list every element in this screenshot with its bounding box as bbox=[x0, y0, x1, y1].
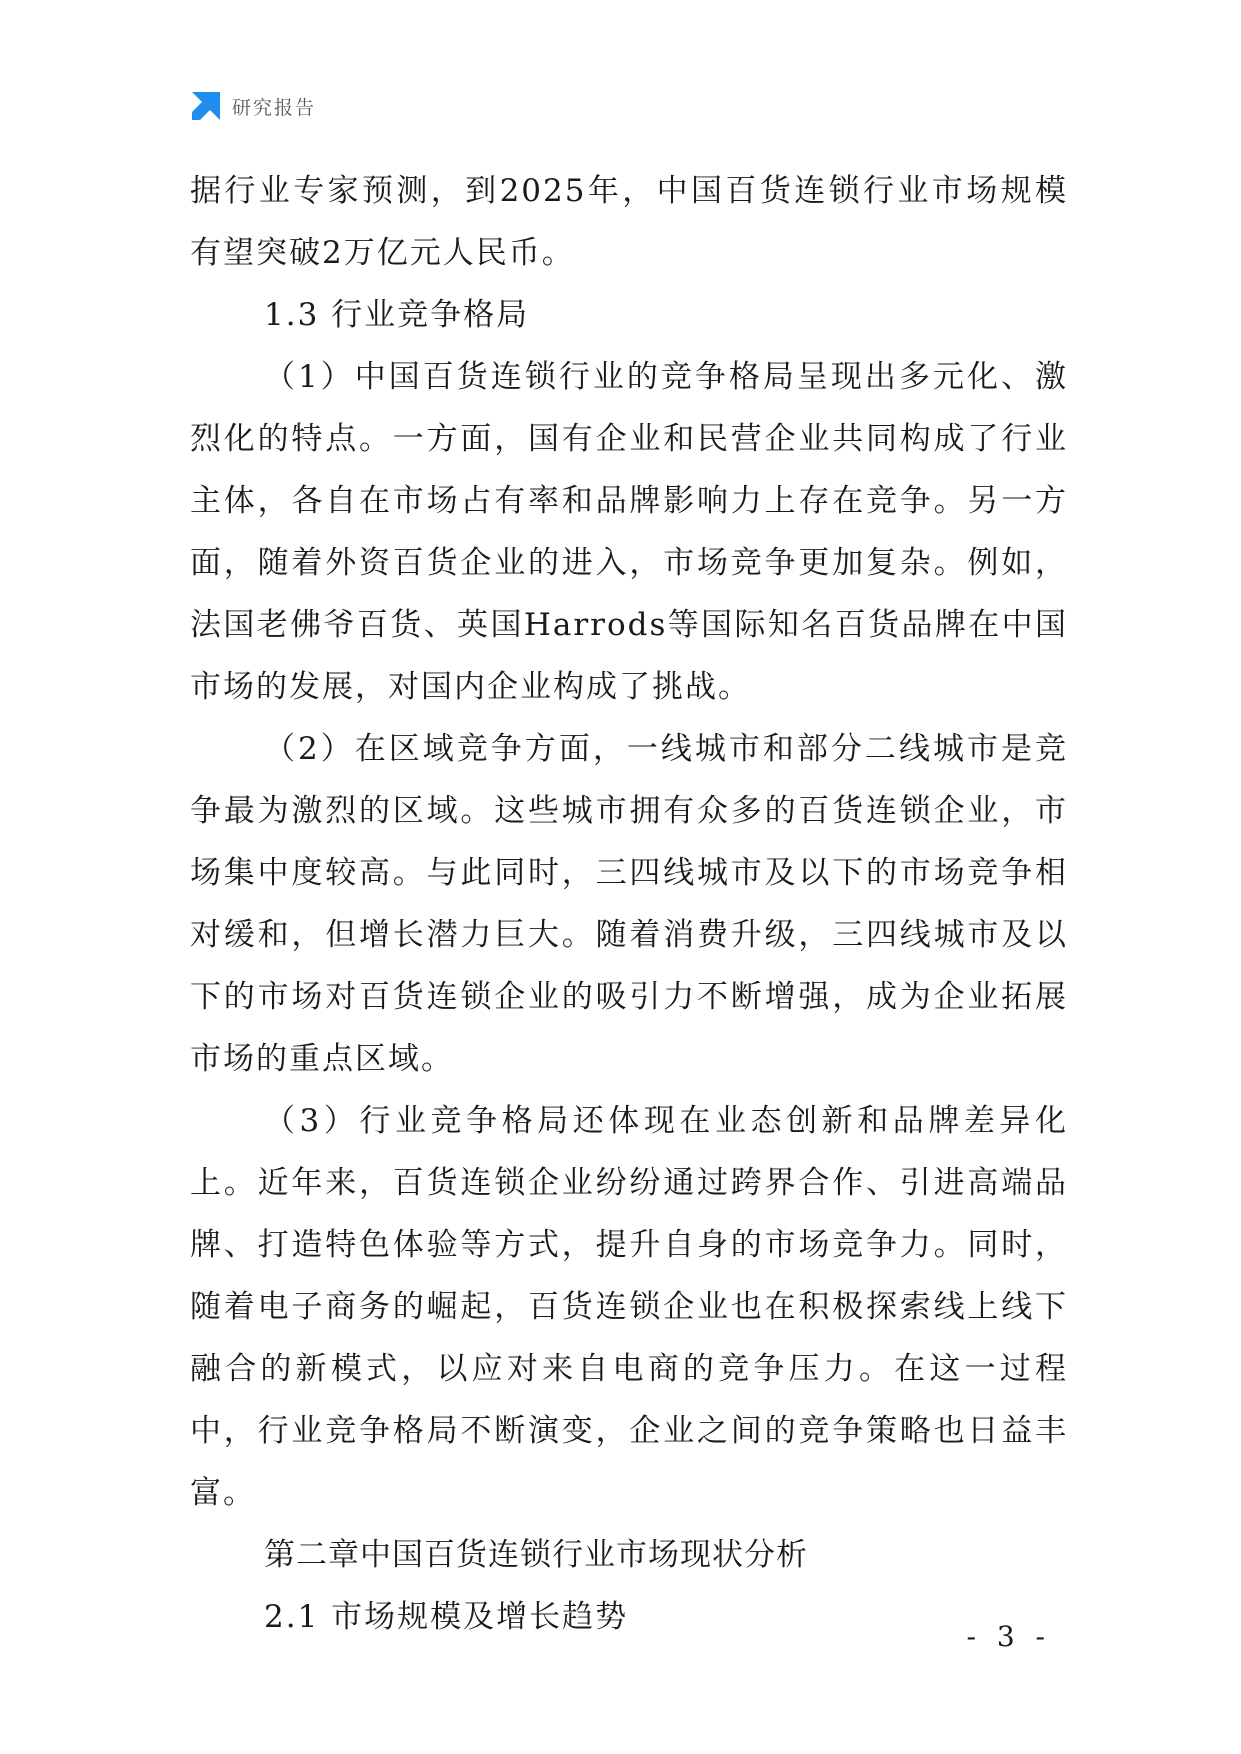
header-title: 研究报告 bbox=[232, 96, 317, 119]
document-body bbox=[190, 160, 1068, 1648]
intro-paragraph: 据行业专家预测，到2025年，中国百货连锁行业市场规模有望突破2万亿元人民币。 bbox=[190, 173, 1068, 271]
paragraph-1: （1）中国百货连锁行业的竞争格局呈现出多元化、激烈化的特点。一方面，国有企业和民营企业共同构成了行业主体，各自在市场占有率和品牌影响力上存在竞争。另一方面，随着外资百货企业的进入，市场竞争更加复杂。例如，法国老佛爷百货、英国Harrods等国际知名百货品牌在中国市场的发展，对国内企业构成了挑战。 bbox=[190, 359, 1068, 705]
paragraph-3: （3）行业竞争格局还体现在业态创新和品牌差异化上。近年来，百货连锁企业纷纷通过跨界合作、引进高端品牌、打造特色体验等方式，提升自身的市场竞争力。同时，随着电子商务的崛起，百货连锁企业也在积极探索线上线下融合的新模式，以应对来自电商的竞争压力。在这一过程中，行业竞争格局不断演变，企业之间的竞争策略也日益丰富。 bbox=[190, 1103, 1068, 1511]
chapter-2-heading: 第二章中国百货连锁行业市场现状分析 bbox=[264, 1537, 808, 1573]
section-1-3-heading: 1.3 行业竞争格局 bbox=[264, 297, 530, 333]
page-number: - 3 - bbox=[966, 1620, 1051, 1653]
arrow-up-right-logo-icon bbox=[190, 90, 222, 122]
report-header bbox=[190, 88, 316, 124]
paragraph-2: （2）在区域竞争方面，一线城市和部分二线城市是竞争最为激烈的区域。这些城市拥有众多的百货连锁企业，市场集中度较高。与此同时，三四线城市及以下的市场竞争相对缓和，但增长潜力巨大。随着消费升级，三四线城市及以下的市场对百货连锁企业的吸引力不断增强，成为企业拓展市场的重点区域。 bbox=[190, 731, 1068, 1077]
section-2-1-heading: 2.1 市场规模及增长趋势 bbox=[264, 1599, 629, 1635]
